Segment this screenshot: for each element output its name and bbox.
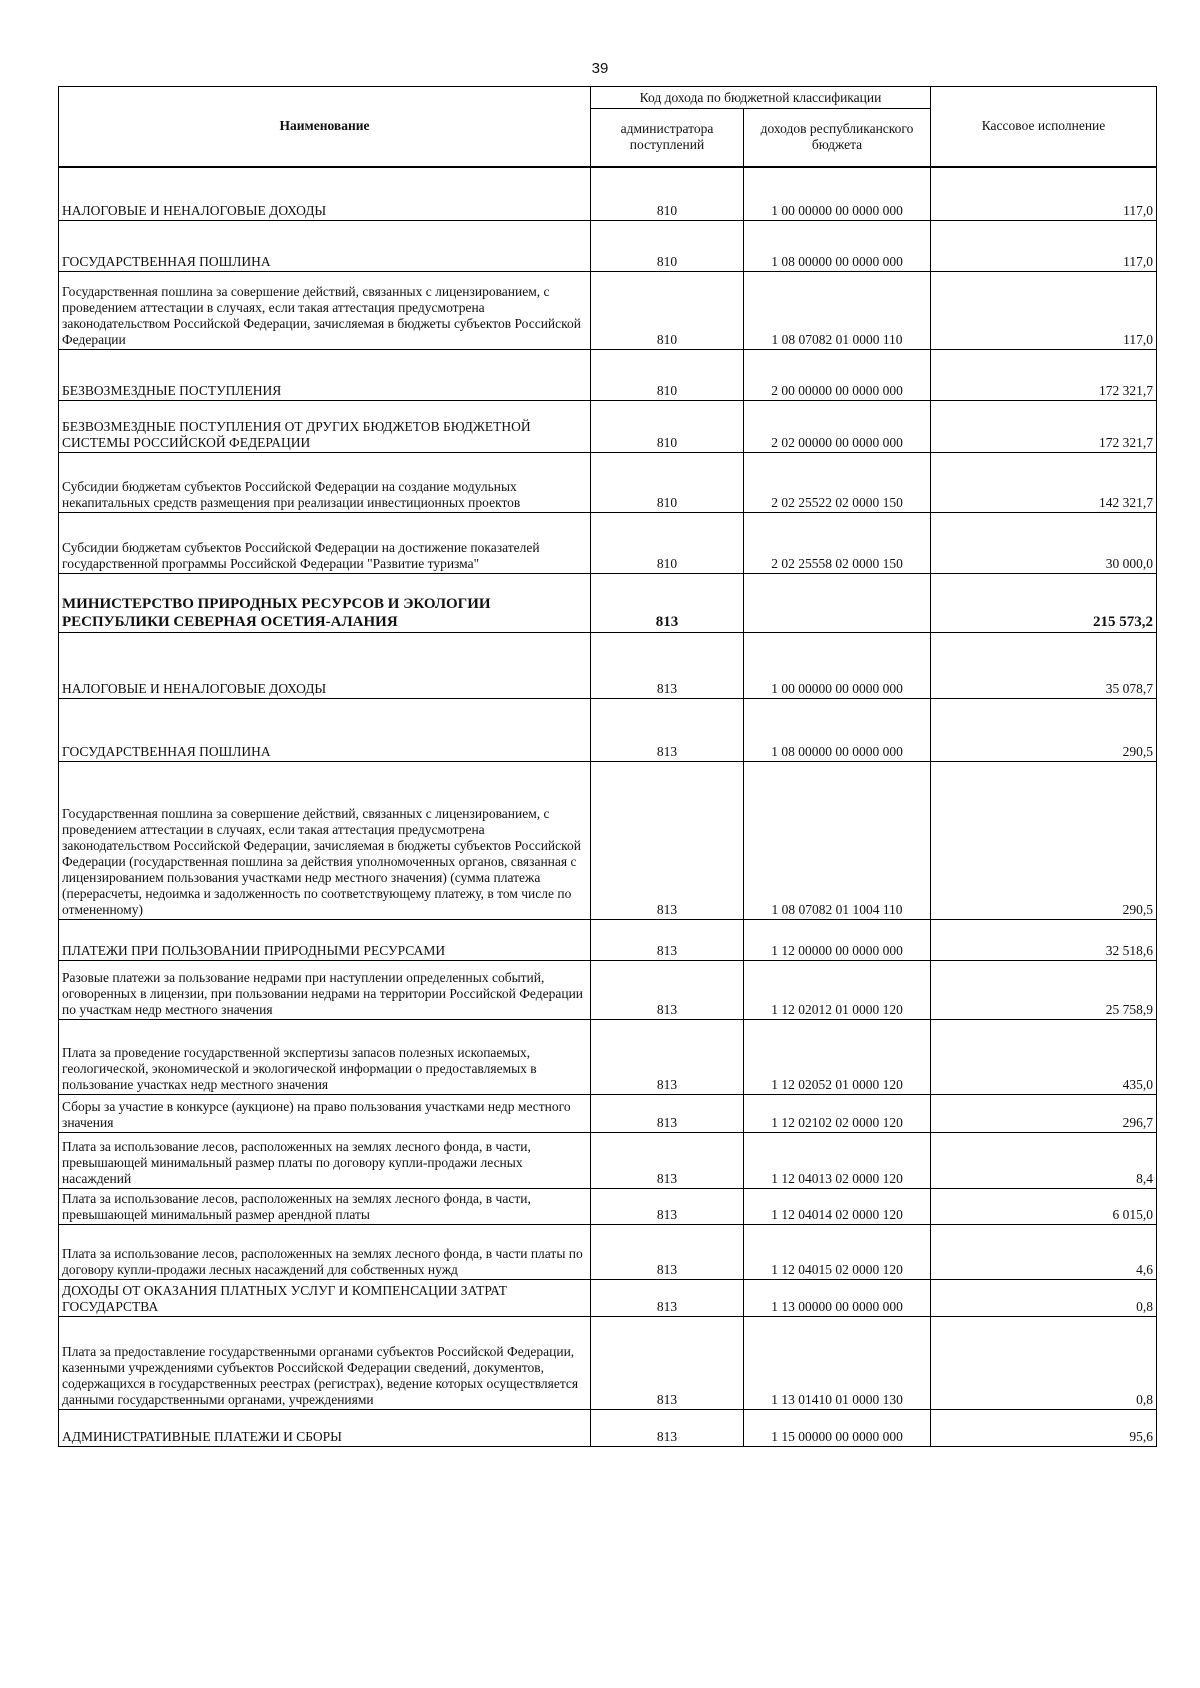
row-income-code: 1 12 04013 02 0000 120 xyxy=(744,1133,931,1189)
table-row xyxy=(59,633,1157,699)
row-name: ПЛАТЕЖИ ПРИ ПОЛЬЗОВАНИИ ПРИРОДНЫМИ РЕСУРСАМИ xyxy=(59,920,591,961)
row-admin-code: 813 xyxy=(591,1133,744,1189)
page-number: 39 xyxy=(591,60,609,77)
table-row xyxy=(59,350,1157,401)
row-name: БЕЗВОЗМЕЗДНЫЕ ПОСТУПЛЕНИЯ xyxy=(59,350,591,401)
row-income-code: 1 08 07082 01 1004 110 xyxy=(744,762,931,920)
row-name: Плата за использование лесов, расположенных на землях лесного фонда, в части, превышающей минимальный размер арендной платы xyxy=(59,1189,591,1225)
row-amount: 95,6 xyxy=(931,1410,1157,1447)
row-amount: 117,0 xyxy=(931,221,1157,272)
row-amount: 290,5 xyxy=(931,762,1157,920)
row-admin-code: 810 xyxy=(591,167,744,221)
row-income-code: 1 12 02102 02 0000 120 xyxy=(744,1095,931,1133)
table-row xyxy=(59,961,1157,1020)
row-amount: 0,8 xyxy=(931,1280,1157,1317)
row-income-code: 1 00 00000 00 0000 000 xyxy=(744,167,931,221)
row-amount: 142 321,7 xyxy=(931,453,1157,513)
row-name: Субсидии бюджетам субъектов Российской Федерации на достижение показателей государственной программы Российской Федерации "Развитие туризма" xyxy=(59,513,591,574)
row-income-code: 2 02 00000 00 0000 000 xyxy=(744,401,931,453)
row-admin-code: 810 xyxy=(591,513,744,574)
row-amount: 435,0 xyxy=(931,1020,1157,1095)
row-income-code: 1 12 02052 01 0000 120 xyxy=(744,1020,931,1095)
table-row xyxy=(59,1225,1157,1280)
row-admin-code: 813 xyxy=(591,1189,744,1225)
table-header xyxy=(59,87,1157,167)
table-row xyxy=(59,1280,1157,1317)
row-amount: 215 573,2 xyxy=(931,574,1157,633)
table-row xyxy=(59,1020,1157,1095)
row-amount: 290,5 xyxy=(931,699,1157,762)
row-amount: 172 321,7 xyxy=(931,401,1157,453)
table-row xyxy=(59,1410,1157,1447)
table-row xyxy=(59,1317,1157,1410)
header-code-group: Код дохода по бюджетной классификации xyxy=(591,87,931,109)
row-income-code: 1 12 04015 02 0000 120 xyxy=(744,1225,931,1280)
row-admin-code: 813 xyxy=(591,1280,744,1317)
table-row xyxy=(59,453,1157,513)
row-admin-code: 813 xyxy=(591,1095,744,1133)
row-admin-code: 813 xyxy=(591,920,744,961)
row-amount: 8,4 xyxy=(931,1133,1157,1189)
row-income-code: 1 00 00000 00 0000 000 xyxy=(744,633,931,699)
row-income-code: 2 00 00000 00 0000 000 xyxy=(744,350,931,401)
header-admin: администратора поступлений xyxy=(591,109,744,167)
table-row-ministry xyxy=(59,574,1157,633)
row-admin-code: 810 xyxy=(591,272,744,350)
row-amount: 0,8 xyxy=(931,1317,1157,1410)
header-execution: Кассовое исполнение xyxy=(931,87,1157,167)
header-income: доходов республиканского бюджета xyxy=(744,109,931,167)
row-income-code: 1 08 00000 00 0000 000 xyxy=(744,699,931,762)
row-admin-code: 810 xyxy=(591,401,744,453)
row-admin-code: 813 xyxy=(591,1225,744,1280)
row-income-code: 1 13 00000 00 0000 000 xyxy=(744,1280,931,1317)
table-row xyxy=(59,401,1157,453)
row-income-code: 1 08 00000 00 0000 000 xyxy=(744,221,931,272)
table-row xyxy=(59,1189,1157,1225)
row-name: НАЛОГОВЫЕ И НЕНАЛОГОВЫЕ ДОХОДЫ xyxy=(59,167,591,221)
row-name: ДОХОДЫ ОТ ОКАЗАНИЯ ПЛАТНЫХ УСЛУГ И КОМПЕНСАЦИИ ЗАТРАТ ГОСУДАРСТВА xyxy=(59,1280,591,1317)
row-amount: 117,0 xyxy=(931,167,1157,221)
row-income-code: 1 08 07082 01 0000 110 xyxy=(744,272,931,350)
row-income-code: 1 13 01410 01 0000 130 xyxy=(744,1317,931,1410)
table-row xyxy=(59,272,1157,350)
row-admin-code: 810 xyxy=(591,453,744,513)
table-row xyxy=(59,513,1157,574)
table-row xyxy=(59,221,1157,272)
row-name: Государственная пошлина за совершение действий, связанных с лицензированием, с проведением аттестации в случаях, если такая аттестация предусмотрена законодательством Российской Федерации, зачисляемая в бюджеты субъектов Российской Федерации xyxy=(59,272,591,350)
row-income-code: 1 12 04014 02 0000 120 xyxy=(744,1189,931,1225)
row-amount: 35 078,7 xyxy=(931,633,1157,699)
row-name: АДМИНИСТРАТИВНЫЕ ПЛАТЕЖИ И СБОРЫ xyxy=(59,1410,591,1447)
row-admin-code: 813 xyxy=(591,633,744,699)
row-admin-code: 813 xyxy=(591,1317,744,1410)
row-income-code: 2 02 25522 02 0000 150 xyxy=(744,453,931,513)
row-amount: 117,0 xyxy=(931,272,1157,350)
row-name: МИНИСТЕРСТВО ПРИРОДНЫХ РЕСУРСОВ И ЭКОЛОГИИ РЕСПУБЛИКИ СЕВЕРНАЯ ОСЕТИЯ-АЛАНИЯ xyxy=(59,574,591,633)
row-admin-code: 810 xyxy=(591,221,744,272)
row-name: ГОСУДАРСТВЕННАЯ ПОШЛИНА xyxy=(59,699,591,762)
row-name: ГОСУДАРСТВЕННАЯ ПОШЛИНА xyxy=(59,221,591,272)
row-name: Субсидии бюджетам субъектов Российской Федерации на создание модульных некапитальных средств размещения при реализации инвестиционных проектов xyxy=(59,453,591,513)
row-admin-code: 813 xyxy=(591,1410,744,1447)
row-amount: 6 015,0 xyxy=(931,1189,1157,1225)
row-admin-code: 813 xyxy=(591,1020,744,1095)
table-row xyxy=(59,762,1157,920)
row-amount: 172 321,7 xyxy=(931,350,1157,401)
row-amount: 30 000,0 xyxy=(931,513,1157,574)
row-amount: 25 758,9 xyxy=(931,961,1157,1020)
row-name: Государственная пошлина за совершение действий, связанных с лицензированием, с проведением аттестации в случаях, если такая аттестация предусмотрена законодательством Российской Федерации, зачисляемая в бюджеты субъектов Российской Федерации (государственная пошлина за действия уполномоченных органов, связанная с лицензированием пользования участками недр местного значения) (сумма платежа (перерасчеты, недоимка и задолженность по соответствующему платежу, в том числе по отмененному) xyxy=(59,762,591,920)
row-income-code: 1 15 00000 00 0000 000 xyxy=(744,1410,931,1447)
table-row xyxy=(59,1095,1157,1133)
row-admin-code: 813 xyxy=(591,574,744,633)
row-name: Плата за использование лесов, расположенных на землях лесного фонда, в части платы по договору купли-продажи лесных насаждений для собственных нужд xyxy=(59,1225,591,1280)
table-row xyxy=(59,699,1157,762)
row-name: Плата за использование лесов, расположенных на землях лесного фонда, в части, превышающей минимальный размер платы по договору купли-продажи лесных насаждений xyxy=(59,1133,591,1189)
row-admin-code: 813 xyxy=(591,699,744,762)
table-body xyxy=(59,167,1157,1447)
row-income-code: 1 12 00000 00 0000 000 xyxy=(744,920,931,961)
row-name: Плата за проведение государственной экспертизы запасов полезных ископаемых, геологической, экономической и экологической информации о предоставляемых в пользование участках недр местного значения xyxy=(59,1020,591,1095)
table-row xyxy=(59,920,1157,961)
row-income-code xyxy=(744,574,931,633)
row-income-code: 1 12 02012 01 0000 120 xyxy=(744,961,931,1020)
header-name: Наименование xyxy=(59,87,591,167)
row-amount: 296,7 xyxy=(931,1095,1157,1133)
row-name: Разовые платежи за пользование недрами при наступлении определенных событий, оговоренных в лицензии, при пользовании недрами на территории Российской Федерации по участкам недр местного значения xyxy=(59,961,591,1020)
row-amount: 4,6 xyxy=(931,1225,1157,1280)
row-admin-code: 813 xyxy=(591,762,744,920)
row-name: БЕЗВОЗМЕЗДНЫЕ ПОСТУПЛЕНИЯ ОТ ДРУГИХ БЮДЖЕТОВ БЮДЖЕТНОЙ СИСТЕМЫ РОССИЙСКОЙ ФЕДЕРАЦИИ xyxy=(59,401,591,453)
row-admin-code: 810 xyxy=(591,350,744,401)
table-row xyxy=(59,1133,1157,1189)
row-admin-code: 813 xyxy=(591,961,744,1020)
revenue-table xyxy=(58,86,1157,1447)
row-income-code: 2 02 25558 02 0000 150 xyxy=(744,513,931,574)
row-name: НАЛОГОВЫЕ И НЕНАЛОГОВЫЕ ДОХОДЫ xyxy=(59,633,591,699)
row-amount: 32 518,6 xyxy=(931,920,1157,961)
row-name: Сборы за участие в конкурсе (аукционе) на право пользования участками недр местного значения xyxy=(59,1095,591,1133)
table-row xyxy=(59,167,1157,221)
row-name: Плата за предоставление государственными органами субъектов Российской Федерации, казенными учреждениями субъектов Российской Федерации сведений, документов, содержащихся в государственных реестрах (регистрах), ведение которых осуществляется данными государственными органами, учреждениями xyxy=(59,1317,591,1410)
